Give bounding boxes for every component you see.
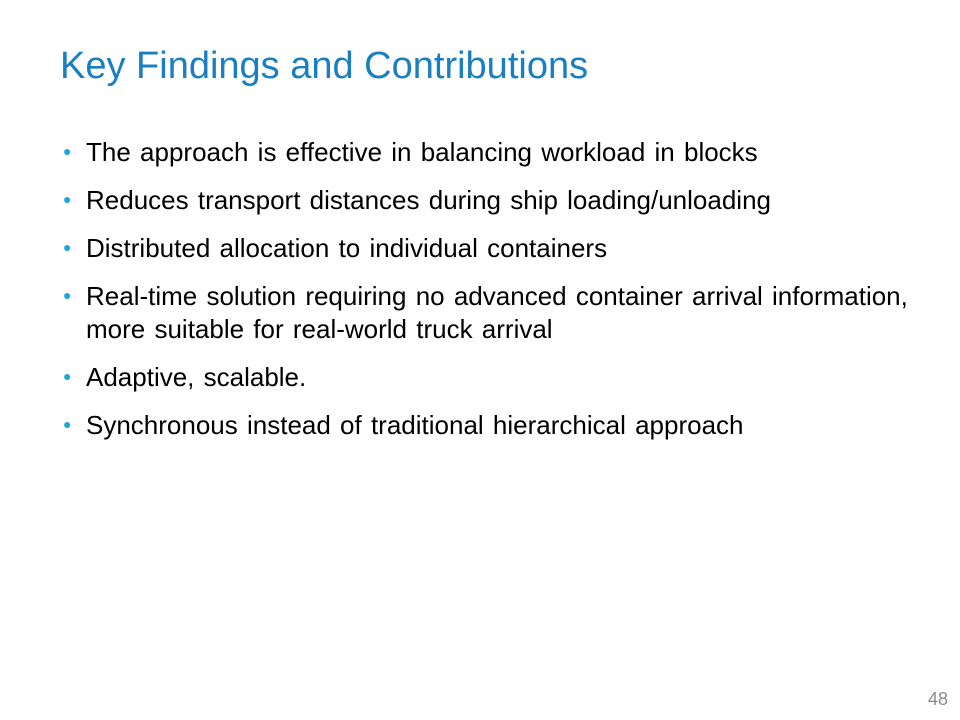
bullet-dot-icon: ● bbox=[63, 287, 72, 303]
bullet-text: Distributed allocation to individual containers bbox=[86, 233, 608, 263]
bullet-text: The approach is effective in balancing workload in blocks bbox=[86, 137, 758, 167]
bullet-text: Adaptive, scalable. bbox=[86, 362, 307, 392]
bullet-item bbox=[60, 280, 945, 346]
bullet-dot-icon: ● bbox=[63, 191, 72, 207]
bullet-text: Reduces transport distances during ship loading/unloading bbox=[86, 185, 771, 215]
bullet-dot-icon: ● bbox=[63, 416, 72, 432]
page-number: 48 bbox=[927, 689, 948, 709]
bullet-text: Real-time solution requiring no advanced container arrival information, more suitable for real-world truck arrival bbox=[86, 281, 908, 344]
bullet-dot-icon: ● bbox=[63, 143, 72, 159]
bullet-item bbox=[60, 136, 945, 169]
bullet-dot-icon: ● bbox=[63, 368, 72, 384]
bullet-item bbox=[60, 409, 945, 442]
bullet-list bbox=[60, 136, 945, 457]
slide-title: Key Findings and Contributions bbox=[60, 45, 589, 87]
bullet-text: Synchronous instead of traditional hierarchical approach bbox=[86, 410, 744, 440]
bullet-item bbox=[60, 361, 945, 394]
bullet-item bbox=[60, 184, 945, 217]
bullet-dot-icon: ● bbox=[63, 239, 72, 255]
bullet-item bbox=[60, 232, 945, 265]
